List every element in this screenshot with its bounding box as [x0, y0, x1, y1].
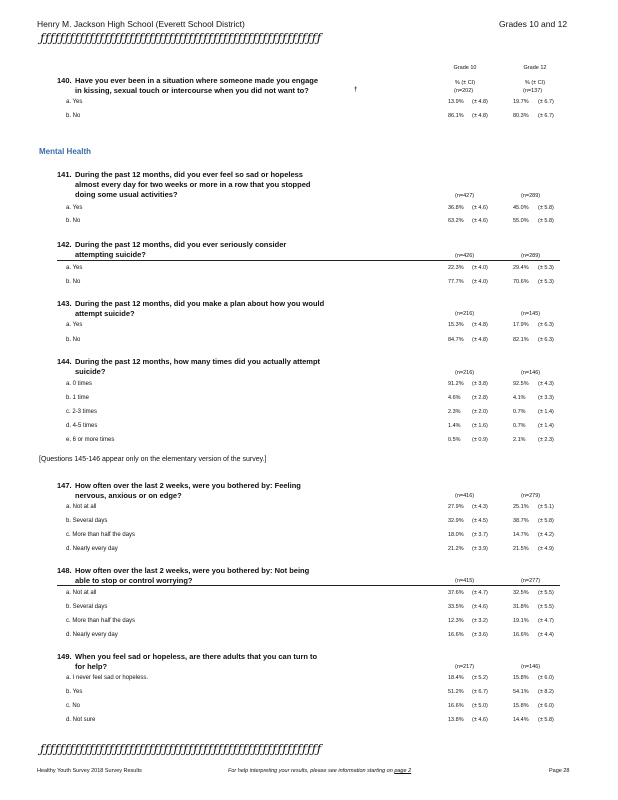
grade12-ci: (± 1.4)	[538, 423, 554, 429]
grade12-ci: (± 4.4)	[538, 632, 554, 638]
grade10-ci: (± 4.8)	[472, 113, 488, 119]
footnote-dagger: †	[354, 87, 358, 93]
grade12-ci: (± 8.2)	[538, 689, 554, 695]
sample-size: (n=427)	[455, 193, 475, 199]
top-ornament: ƒƒƒƒƒƒƒƒƒƒƒƒƒƒƒƒƒƒƒƒƒƒƒƒƒƒƒƒƒƒƒƒƒƒƒƒƒƒƒƒƒƒƒƒƒƒƒƒƒƒƒƒƒƒƒƒƒ	[40, 31, 322, 45]
grade10-percent: 1.4%	[448, 423, 461, 429]
question-149	[57, 652, 387, 672]
grade10-percent: 21.2%	[448, 546, 464, 552]
grade12-ci: (± 3.3)	[538, 395, 554, 401]
question-text: attempting suicide?	[75, 250, 146, 259]
grade10-ci: (± 4.6)	[472, 604, 488, 610]
grade12-ci: (± 5.8)	[538, 717, 554, 723]
grade10-percent: 37.6%	[448, 590, 464, 596]
sample-size: (n=137)	[523, 88, 543, 94]
grade12-percent: 70.6%	[513, 279, 529, 285]
grade12-ci: (± 6.0)	[538, 675, 554, 681]
grade12-percent: 15.8%	[513, 675, 529, 681]
sample-size: (n=289)	[521, 253, 541, 259]
grade10-ci: (± 6.7)	[472, 689, 488, 695]
question-number: 141.	[57, 170, 72, 179]
sample-size: (n=217)	[455, 664, 475, 670]
grade10-ci: (± 5.0)	[472, 703, 488, 709]
grade12-ci: (± 5.3)	[538, 279, 554, 285]
page-number: Page 28	[549, 768, 570, 774]
answer-label: b. No	[66, 113, 81, 119]
grade-range: Grades 10 and 12	[499, 19, 568, 29]
answer-label: e. 6 or more times	[66, 437, 115, 443]
question-text: How often over the last 2 weeks, were you bothered by: Feeling	[75, 481, 301, 490]
grade10-ci: (± 4.7)	[472, 590, 488, 596]
sample-size: (n=416)	[455, 493, 475, 499]
answer-label: a. Yes	[66, 205, 83, 211]
grade12-ci: (± 6.3)	[538, 322, 554, 328]
question-text: doing some usual activities?	[75, 190, 178, 199]
grade12-percent: 16.6%	[513, 632, 529, 638]
grade12-ci: (± 1.4)	[538, 409, 554, 415]
question-text: suicide?	[75, 367, 106, 376]
grade10-percent: 4.6%	[448, 395, 461, 401]
grade10-percent: 12.3%	[448, 618, 464, 624]
col-header-grade10: Grade 10	[453, 65, 477, 71]
grade12-ci: (± 6.0)	[538, 703, 554, 709]
grade10-percent: 63.2%	[448, 218, 464, 224]
grade12-ci: (± 6.7)	[538, 113, 554, 119]
question-number: 144.	[57, 357, 72, 366]
grade12-ci: (± 4.9)	[538, 546, 554, 552]
school-name: Henry M. Jackson High School (Everett School District)	[37, 19, 245, 29]
grade12-percent: 19.1%	[513, 618, 529, 624]
grade12-percent: 45.0%	[513, 205, 529, 211]
grade12-percent: 80.3%	[513, 113, 529, 119]
grade12-ci: (± 6.3)	[538, 337, 554, 343]
grade10-ci: (± 3.6)	[472, 632, 488, 638]
grade12-percent: 82.1%	[513, 337, 529, 343]
answer-label: c. More than half the days	[66, 618, 136, 624]
grade12-ci: (± 4.7)	[538, 618, 554, 624]
sample-size: (n=146)	[521, 370, 541, 376]
question-text: During the past 12 months, did you make a plan about how you would	[75, 299, 325, 308]
question-text: able to stop or control worrying?	[75, 576, 193, 585]
col-stat-grade10: % (± CI)	[454, 80, 476, 86]
grade12-percent: 55.0%	[513, 218, 529, 224]
sample-size: (n=145)	[521, 311, 541, 317]
grade10-ci: (± 0.9)	[472, 437, 488, 443]
question-text: attempt suicide?	[75, 309, 135, 318]
divider	[57, 585, 560, 586]
grade10-ci: (± 4.8)	[472, 322, 488, 328]
grade12-ci: (± 5.8)	[538, 218, 554, 224]
answer-label: a. I never feel sad or hopeless.	[66, 675, 149, 681]
sample-size: (n=279)	[521, 493, 541, 499]
answer-label: a. Yes	[66, 322, 83, 328]
grade12-ci: (± 5.3)	[538, 265, 554, 271]
question-143	[57, 299, 387, 319]
grade10-ci: (± 4.5)	[472, 518, 488, 524]
answer-label: c. No	[66, 703, 81, 709]
grade12-ci: (± 5.1)	[538, 504, 554, 510]
grade12-ci: (± 2.3)	[538, 437, 554, 443]
col-header-grade12: Grade 12	[523, 65, 547, 71]
grade12-percent: 17.9%	[513, 322, 529, 328]
answer-label: d. Nearly every day	[66, 546, 118, 552]
grade12-percent: 15.8%	[513, 703, 529, 709]
bottom-ornament: ƒƒƒƒƒƒƒƒƒƒƒƒƒƒƒƒƒƒƒƒƒƒƒƒƒƒƒƒƒƒƒƒƒƒƒƒƒƒƒƒƒƒƒƒƒƒƒƒƒƒƒƒƒƒƒƒƒ	[40, 742, 322, 756]
grade10-percent: 16.6%	[448, 703, 464, 709]
answer-label: a. Not at all	[66, 504, 97, 510]
answer-label: c. 2-3 times	[66, 409, 98, 415]
grade10-ci: (± 4.0)	[472, 279, 488, 285]
grade10-ci: (± 3.2)	[472, 618, 488, 624]
grade12-ci: (± 4.2)	[538, 532, 554, 538]
grade10-percent: 84.7%	[448, 337, 464, 343]
question-number: 143.	[57, 299, 72, 308]
sample-size: (n=277)	[521, 578, 541, 584]
question-text: When you feel sad or hopeless, are there adults that you can turn to	[75, 652, 318, 661]
question-number: 149.	[57, 652, 72, 661]
grade10-percent: 15.3%	[448, 322, 464, 328]
sample-size: (n=426)	[455, 253, 475, 259]
sample-size: (n=415)	[455, 578, 475, 584]
grade10-percent: 27.9%	[448, 504, 464, 510]
grade12-percent: 14.7%	[513, 532, 529, 538]
grade10-ci: (± 3.7)	[472, 532, 488, 538]
grade10-ci: (± 3.9)	[472, 546, 488, 552]
grade12-percent: 54.1%	[513, 689, 529, 695]
question-text: nervous, anxious or on edge?	[75, 491, 182, 500]
question-142	[57, 240, 387, 260]
answer-label: a. 0 times	[66, 381, 93, 387]
grade10-ci: (± 4.6)	[472, 218, 488, 224]
sample-size: (n=216)	[455, 370, 475, 376]
survey-note: [Questions 145-146 appear only on the elementary version of the survey.]	[39, 456, 267, 463]
grade10-ci: (± 4.6)	[472, 717, 488, 723]
grade12-percent: 21.5%	[513, 546, 529, 552]
question-text: How often over the last 2 weeks, were you bothered by: Not being	[75, 566, 310, 575]
grade10-percent: 86.1%	[448, 113, 464, 119]
grade10-percent: 33.5%	[448, 604, 464, 610]
grade10-ci: (± 2.0)	[472, 409, 488, 415]
section-title: Mental Health	[39, 147, 92, 156]
footer-page-link[interactable]: page 2	[394, 768, 412, 774]
answer-label: b. Several days	[66, 518, 108, 524]
grade12-percent: 19.7%	[513, 99, 529, 105]
grade10-ci: (± 1.6)	[472, 423, 488, 429]
grade12-ci: (± 6.7)	[538, 99, 554, 105]
grade10-percent: 22.3%	[448, 265, 464, 271]
grade10-ci: (± 3.8)	[472, 381, 488, 387]
answer-label: b. Several days	[66, 604, 108, 610]
grade12-percent: 29.4%	[513, 265, 529, 271]
grade10-percent: 77.7%	[448, 279, 464, 285]
footer-help-text	[228, 768, 411, 774]
grade10-percent: 32.9%	[448, 518, 464, 524]
answer-label: a. Not at all	[66, 590, 97, 596]
sample-size: (n=289)	[521, 193, 541, 199]
answer-label: a. Yes	[66, 265, 83, 271]
grade12-ci: (± 4.3)	[538, 381, 554, 387]
grade12-percent: 38.7%	[513, 518, 529, 524]
grade10-percent: 18.4%	[448, 675, 464, 681]
grade12-percent: 92.5%	[513, 381, 529, 387]
sample-size: (n=216)	[455, 311, 475, 317]
grade10-percent: 51.2%	[448, 689, 464, 695]
answer-label: b. Yes	[66, 689, 83, 695]
grade10-ci: (± 4.0)	[472, 265, 488, 271]
answer-label: a. Yes	[66, 99, 83, 105]
answer-label: d. Nearly every day	[66, 632, 118, 638]
answer-label: d. Not sure	[66, 717, 96, 723]
question-148	[57, 566, 387, 586]
grade12-percent: 0.7%	[513, 409, 526, 415]
question-text: for help?	[75, 662, 108, 671]
question-141	[57, 170, 387, 200]
question-144	[57, 357, 387, 377]
question-number: 147.	[57, 481, 72, 490]
answer-label: c. More than half the days	[66, 532, 136, 538]
footer-help-label: For help interpreting your results, please see information starting on	[228, 768, 393, 774]
question-text: Have you ever been in a situation where someone made you engage	[75, 76, 318, 85]
grade12-percent: 14.4%	[513, 717, 529, 723]
grade10-percent: 18.0%	[448, 532, 464, 538]
answer-label: b. 1 time	[66, 395, 90, 401]
grade10-percent: 13.9%	[448, 99, 464, 105]
question-140	[57, 76, 387, 96]
grade12-percent: 4.1%	[513, 395, 526, 401]
question-text: During the past 12 months, did you ever feel so sad or hopeless	[75, 170, 303, 179]
answer-label: b. No	[66, 279, 81, 285]
grade12-ci: (± 5.5)	[538, 590, 554, 596]
question-text: in kissing, sexual touch or intercourse when you did not want to?	[75, 86, 309, 95]
question-number: 142.	[57, 240, 72, 249]
sample-size: (n=202)	[454, 88, 474, 94]
answer-label: b. No	[66, 218, 81, 224]
grade10-percent: 16.6%	[448, 632, 464, 638]
grade12-percent: 32.5%	[513, 590, 529, 596]
sample-size: (n=146)	[521, 664, 541, 670]
grade10-ci: (± 4.8)	[472, 99, 488, 105]
grade12-percent: 31.8%	[513, 604, 529, 610]
question-number: 140.	[57, 76, 72, 85]
question-text: During the past 12 months, did you ever seriously consider	[75, 240, 287, 249]
grade10-percent: 36.8%	[448, 205, 464, 211]
grade12-percent: 2.1%	[513, 437, 526, 443]
grade10-percent: 13.8%	[448, 717, 464, 723]
grade10-ci: (± 2.8)	[472, 395, 488, 401]
answer-label: d. 4-5 times	[66, 423, 98, 429]
grade10-ci: (± 5.2)	[472, 675, 488, 681]
grade12-ci: (± 5.8)	[538, 518, 554, 524]
grade10-ci: (± 4.6)	[472, 205, 488, 211]
question-number: 148.	[57, 566, 72, 575]
question-text: almost every day for two weeks or more in a row that you stopped	[75, 180, 311, 189]
grade12-ci: (± 5.5)	[538, 604, 554, 610]
grade10-percent: 0.5%	[448, 437, 461, 443]
divider	[57, 260, 560, 261]
col-stat-grade12: % (± CI)	[524, 80, 546, 86]
answer-label: b. No	[66, 337, 81, 343]
grade12-percent: 25.1%	[513, 504, 529, 510]
grade10-percent: 91.2%	[448, 381, 464, 387]
question-147	[57, 481, 387, 501]
grade10-ci: (± 4.3)	[472, 504, 488, 510]
grade12-ci: (± 5.8)	[538, 205, 554, 211]
grade10-percent: 2.3%	[448, 409, 461, 415]
grade12-percent: 0.7%	[513, 423, 526, 429]
footer-survey-title: Healthy Youth Survey 2018 Survey Results	[37, 768, 142, 774]
question-text: During the past 12 months, how many times did you actually attempt	[75, 357, 321, 366]
grade10-ci: (± 4.8)	[472, 337, 488, 343]
